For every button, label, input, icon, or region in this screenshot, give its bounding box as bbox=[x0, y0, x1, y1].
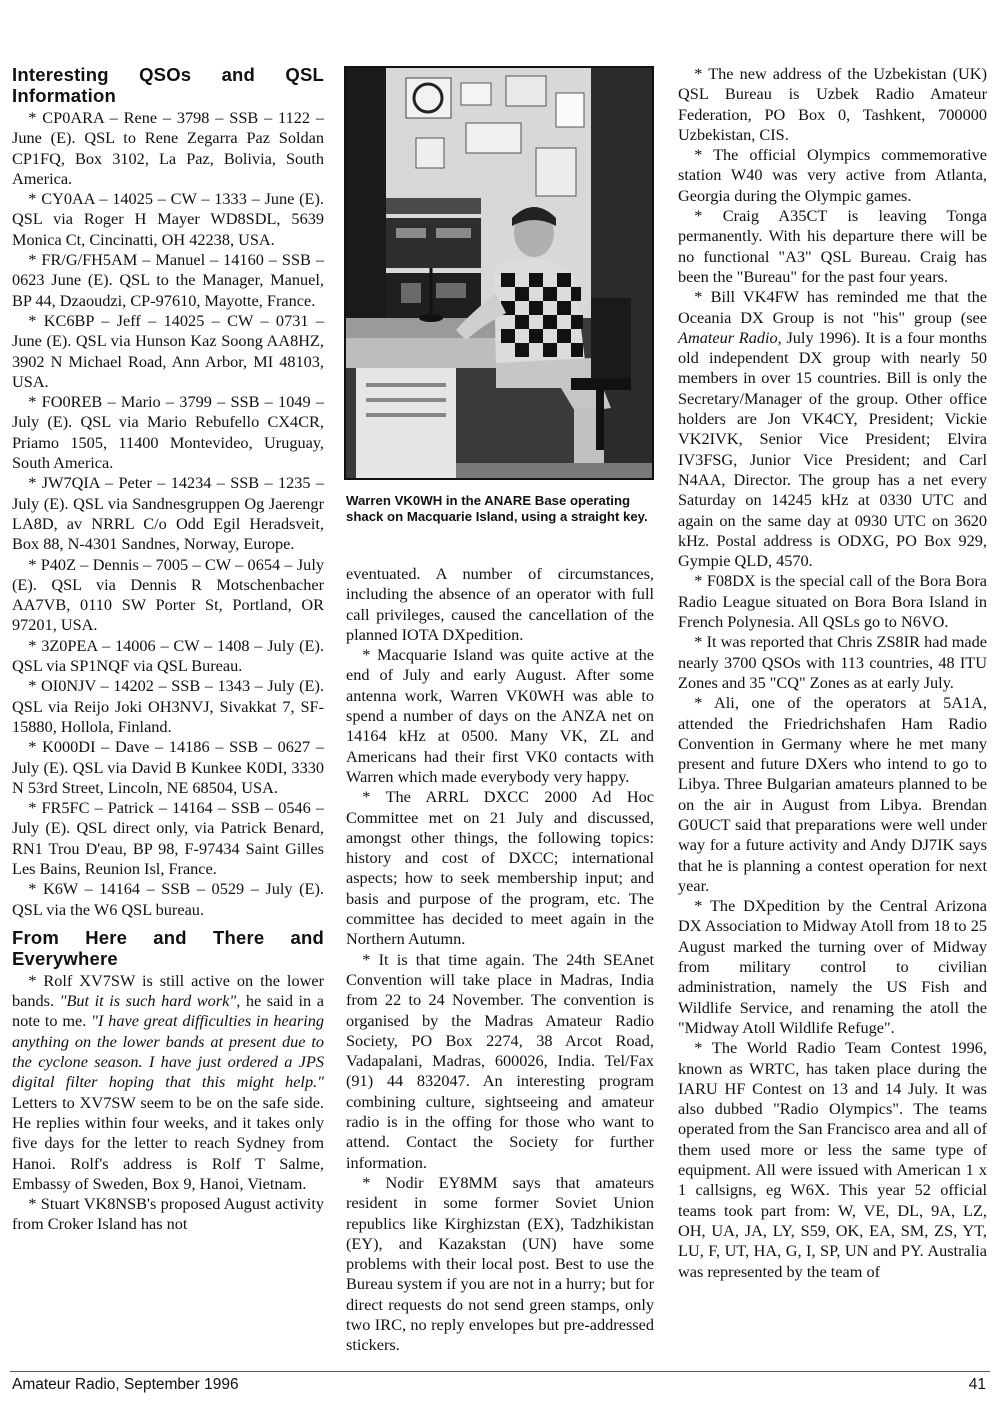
footer-divider bbox=[10, 1371, 990, 1372]
column-1 bbox=[12, 64, 324, 1235]
paragraph-rolf: * Rolf XV7SW is still active on the lower bands. "But it is such hard work", he said in a note to me. "I have great difficulties in hearing anything on the lower bands at present due to the cyclone season. I have just ordered a JPS digital filter hoping that this might help." Letters to XV7SW seem to be on the safe side. He replies within four weeks, and it takes only five days for the letter to reach Sydney from Hanoi. Rolf's address is Rolf T Salme, Embassy of Sweden, Box 9, Hanoi, Vietnam. bbox=[12, 970, 324, 1193]
paragraph: * Macquarie Island was quite active at the end of July and early August. After some antenna work, Warren VK0WH was able to spend a number of days on the ANZA net on 14164 kHz at 0500. Many VK, ZL and Americans had their first VK0 contacts with Warren which made everybody very happy. bbox=[346, 645, 654, 786]
paragraph: * Craig A35CT is leaving Tonga permanently. With his departure there will be no functional "A3" QSL Bureau. Craig has been the "Bureau" for the past four years. bbox=[678, 206, 987, 286]
qso-item: * KC6BP – Jeff – 14025 – CW – 0731 – June (E). QSL via Hunson Kaz Soong AA8HZ, 3902 N Michael Road, Ann Arbor, MI 48103, USA. bbox=[12, 310, 324, 391]
paragraph: * Nodir EY8MM says that amateurs resident in some former Soviet Union republics like Kirghizstan (EX), Tadzhikistan (EY), and Kazakstan (UN) have some problems with their local post. Best to use the Bureau system if you are not in a hurry; but for direct requests do not send green stamps, only two IRC, no reply envelopes but pre-addressed stickers. bbox=[346, 1172, 654, 1355]
qso-item: * K000DI – Dave – 14186 – SSB – 0627 – July (E). QSL via David B Kunkee K0DI, 3330 N 53rd Street, Lincoln, NE 68504, USA. bbox=[12, 737, 324, 797]
qso-item: * FO0REB – Mario – 3799 – SSB – 1049 – July (E). QSL via Mario Rebufello CX4CR, Priamo 1505, 11400 Montevideo, Uruguay, South America. bbox=[12, 392, 324, 473]
paragraph: * It was reported that Chris ZS8IR had made nearly 3700 QSOs with 113 countries, 48 ITU Zones and 35 "CQ" Zones as at early July. bbox=[678, 632, 987, 692]
qso-item: * FR/G/FH5AM – Manuel – 14160 – SSB – 0623 June (E). QSL to the Manager, Manuel, BP 44, Dzaoudzi, CP-97610, Mayotte, France. bbox=[12, 250, 324, 310]
operator-photo-illustration bbox=[346, 68, 652, 478]
qso-item: * CY0AA – 14025 – CW – 1333 – June (E). QSL via Roger H Mayer WD8SDL, 5639 Monica Ct, Cincinatti, OH 42238, USA. bbox=[12, 189, 324, 249]
qso-item: * FR5FC – Patrick – 14164 – SSB – 0546 – July (E). QSL direct only, via Patrick Benard, RN1 Trou D'eau, BP 98, F-97434 Saint Gilles Les Bains, Reunion Isl, France. bbox=[12, 798, 324, 878]
paragraph: * The World Radio Team Contest 1996, known as WRTC, has taken place during the IARU HF Contest on 13 and 14 July. It was also dubbed "Radio Olympics". The teams operated from the San Francisco area and all of them used more or less the same type of equipment. All were issued with American 1 x 1 callsigns, eg W6X. This year 52 official teams took part from: W, VE, DL, 9A, LZ, OH, UA, JA, LY, S59, OK, EA, SM, ZS, YT, LU, F, UT, HA, G, I, SP, UN and PY. Australia was represented by the team of bbox=[678, 1038, 987, 1281]
qso-item: * P40Z – Dennis – 7005 – CW – 0654 – July (E). QSL via Dennis R Motschenbacher AA7VB, 0110 SW Porter St, Portland, OR 97201, USA. bbox=[12, 554, 324, 635]
qso-item: * K6W – 14164 – SSB – 0529 – July (E). QSL via the W6 QSL bureau. bbox=[12, 879, 324, 919]
paragraph: * Bill VK4FW has reminded me that the Oceania DX Group is not "his" group (see Amateur Radio, July 1996). It is a four months old independent DX group with nearly 50 members in over 15 countries. Bill is only the Secretary/Manager of the group. Other office holders are Jon VK4CY, President; Vickie VK2IVK, Senior Vice President; Elvira IV3FSG, Junior Vice President; and Carl N4AA, Director. The group has a net every Saturday on 14245 kHz at 0330 UTC and again on the same day at 0930 UTC on 3620 kHz. Postal address is ODXG, PO Box 929, Gympie QLD, 4570. bbox=[678, 287, 987, 571]
paragraph: * The ARRL DXCC 2000 Ad Hoc Committee met on 21 July and discussed, amongst other things, the following topics: history and cost of DXCC; international aspects; how to seek membership input; and basis and purpose of the program, etc. The committee has decided to meet again in the Northern Autumn. bbox=[346, 787, 654, 949]
column-3 bbox=[678, 64, 987, 1282]
paragraph: * Ali, one of the operators at 5A1A, attended the Friedrichshafen Ham Radio Convention in Germany where he met many present and future DXers who intend to go to Libya. Three Bulgarian amateurs planned to be on the air in August from Libya. Brendan G0UCT said that preparations were well under way for a future activity and Andy DJ7IK says that he is planning a contest operation for next year. bbox=[678, 693, 987, 895]
photo-radio-shack bbox=[344, 66, 654, 480]
paragraph: eventuated. A number of circumstances, including the absence of an operator with full call privileges, caused the cancellation of the planned IOTA DXpedition. bbox=[346, 564, 654, 644]
paragraph: * It is that time again. The 24th SEAnet Convention will take place in Madras, India from 22 to 24 November. The convention is organised by the Madras Amateur Radio Society, PO Box 2274, 38 Arcot Road, Vadapalani, Madras, 600026, India. Tel/Fax (91) 44 832047. An interesting program combining culture, sightseeing and amateur radio is in the offing for those who want to attend. Contact the Society for further information. bbox=[346, 949, 654, 1172]
section-heading-here-there: From Here and There and Everywhere bbox=[12, 926, 324, 969]
section-heading-qsos: Interesting QSOs and QSL Information bbox=[12, 64, 324, 106]
qso-item: * CP0ARA – Rene – 3798 – SSB – 1122 – June (E). QSL to Rene Zegarra Paz Soldan CP1FQ, Box 3102, La Paz, Bolivia, South America. bbox=[12, 108, 324, 188]
footer-publication: Amateur Radio, September 1996 bbox=[12, 1376, 239, 1393]
qso-item: * 3Z0PEA – 14006 – CW – 1408 – July (E). QSL via SP1NQF via QSL Bureau. bbox=[12, 635, 324, 676]
qso-item: * JW7QIA – Peter – 14234 – SSB – 1235 – July (E). QSL via Sandnesgruppen Og Jaerengr LA8D, av NRRL C/o Odd Egil Heradsveit, Box 88, N-4301 Sandnes, Norway, Europe. bbox=[12, 473, 324, 554]
paragraph-stuart: * Stuart VK8NSB's proposed August activity from Croker Island has not bbox=[12, 1194, 324, 1234]
page-number: 41 bbox=[968, 1376, 986, 1393]
paragraph: * The official Olympics commemorative station W40 was very active from Atlanta, Georgia during the Olympic games. bbox=[678, 145, 987, 205]
paragraph: * The DXpedition by the Central Arizona DX Association to Midway Atoll from 18 to 25 August marked the turning over of Midway from military control to civilian administration, namely the US Fish and Wildlife Service, and renaming the atoll the "Midway Atoll Wildlife Refuge". bbox=[678, 896, 987, 1037]
photo-caption: Warren VK0WH in the ANARE Base operating shack on Macquarie Island, using a straight key. bbox=[346, 493, 648, 524]
paragraph: * F08DX is the special call of the Bora Bora Radio League situated on Bora Bora Island in French Polynesia. All QSLs go to N6VO. bbox=[678, 571, 987, 632]
qso-item: * OI0NJV – 14202 – SSB – 1343 – July (E). QSL via Reijo Joki OH3NVJ, Sivakkat 7, SF-15880, Hollola, Finland. bbox=[12, 676, 324, 736]
column-2 bbox=[346, 564, 654, 1356]
paragraph: * The new address of the Uzbekistan (UK) QSL Bureau is Uzbek Radio Amateur Federation, PO Box 0, Tashkent, 700000 Uzbekistan, CIS. bbox=[678, 64, 987, 144]
